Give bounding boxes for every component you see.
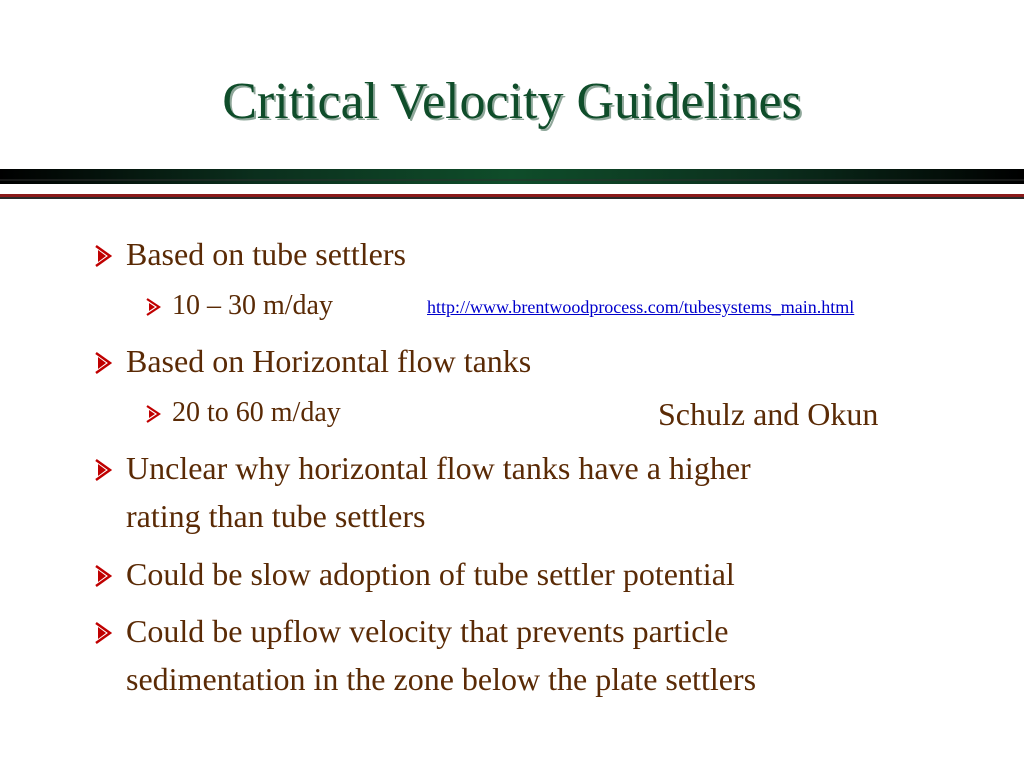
bullet-item <box>126 444 751 540</box>
arrow-bullet-icon <box>90 230 118 278</box>
bullet-text-line: sedimentation in the zone below the plate settlers <box>126 661 757 697</box>
bullet-item <box>126 337 531 385</box>
arrow-bullet-icon <box>90 607 118 655</box>
sub-bullet-text: 20 to 60 m/day <box>172 397 341 428</box>
bullet-text: Could be slow adoption of tube settler potential <box>126 556 735 592</box>
sub-bullet-item <box>172 393 341 433</box>
citation: Schulz and Okun <box>658 396 879 432</box>
bullet-text: Based on Horizontal flow tanks <box>126 343 532 379</box>
arrow-bullet-icon <box>142 393 166 433</box>
bullet-text-line: Unclear why horizontal flow tanks have a higher <box>126 450 751 486</box>
brentwood-link[interactable]: http://www.brentwoodprocess.com/tubesystems_main.html <box>427 297 855 317</box>
slide-title: Critical Velocity Guidelines <box>222 73 802 130</box>
bullet-text-line: Could be upflow velocity that prevents particle <box>126 613 729 649</box>
bullet-item <box>126 607 756 703</box>
arrow-bullet-icon <box>90 337 118 385</box>
bullet-text: Based on tube settlers <box>126 236 406 272</box>
bullet-text-line: rating than tube settlers <box>126 498 426 534</box>
bullet-item <box>126 230 406 278</box>
sub-bullet-item <box>172 286 333 326</box>
arrow-bullet-icon <box>90 444 118 492</box>
arrow-bullet-icon <box>142 286 166 326</box>
arrow-bullet-icon <box>90 550 118 598</box>
sub-bullet-text: 10 – 30 m/day <box>172 290 333 321</box>
title-rule-band <box>0 169 1024 184</box>
title-rule-black <box>0 197 1024 199</box>
bullet-item <box>126 550 735 598</box>
